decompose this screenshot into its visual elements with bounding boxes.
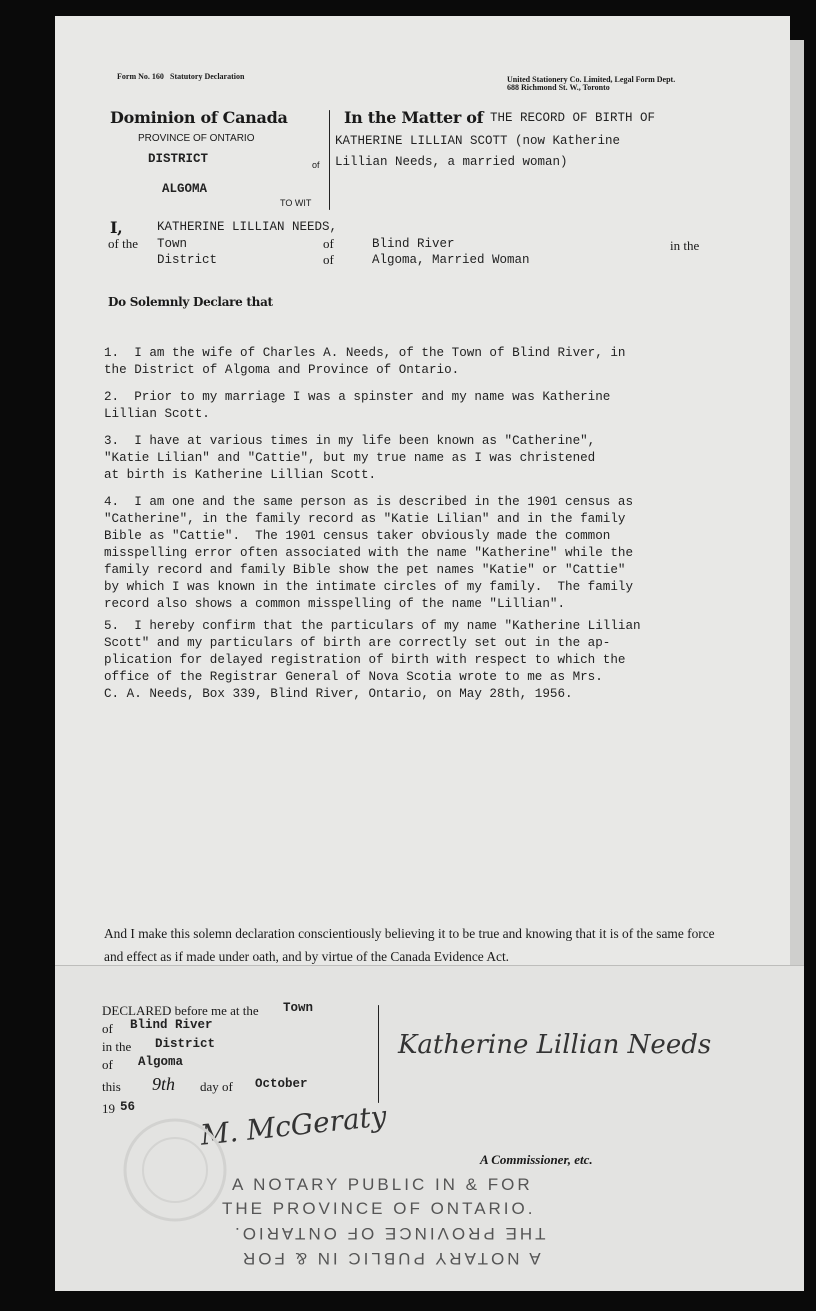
publisher-line1: United Stationery Co. Limited, Legal Form Dept. [507, 75, 676, 84]
of-the-label: of the [108, 236, 138, 251]
paragraph-5: 5. I hereby confirm that the particulars of my name "Katherine Lillian Scott" and my particulars of birth are correctly set out in the ap- plication for delayed registration of birth with respect to which the office of the Registrar General of Nova Scotia wrote to me as Mrs. C. A. Needs, Box 339, Blind River, Ontario, on May 28th, 1956. [104, 619, 641, 701]
declare-heading: Do Solemnly Declare that [108, 295, 273, 309]
jurat-place-type: Town [283, 1001, 314, 1015]
of-label: of [102, 1057, 113, 1072]
notary-stamp-inverted: A NOTARY PUBLIC IN & FOR [240, 1249, 541, 1268]
district-name: ALGOMA [162, 182, 208, 196]
paragraph-2: 2. Prior to my marriage I was a spinster and my name was Katherine Lillian Scott. [104, 390, 611, 421]
jurat-day: 9th [152, 1074, 176, 1094]
closing-statement: And I make this solemn declaration conscientiously believing it to be true and knowing that it is of the same force and effect as if made under oath, and by virtue of the Canada Evidence Act. [104, 926, 715, 964]
page-edge [790, 40, 804, 1005]
in-the-label: in the [670, 238, 700, 253]
paragraph-3: 3. I have at various times in my life been known as "Catherine", "Katie Lilian" and "Cattie", but my true name as I was christened at birth is Katherine Lillian Scott. [104, 434, 596, 482]
notary-stamp-line1: A NOTARY PUBLIC IN & FOR [232, 1175, 533, 1194]
declarant-signature: Katherine Lillian Needs [398, 1030, 712, 1060]
commissioner-signature: M. McGeraty [198, 1099, 389, 1152]
of-label: of [323, 236, 334, 251]
jurat-region-type: District [155, 1037, 216, 1051]
jurat-place: Blind River [130, 1018, 213, 1032]
of-label: of [323, 252, 334, 267]
this-label: this [102, 1079, 121, 1094]
form-number: Form No. 160 [117, 72, 164, 81]
notary-stamp-line2: THE PROVINCE OF ONTARIO. [222, 1199, 536, 1218]
paragraph-1: 1. I am the wife of Charles A. Needs, of the Town of Blind River, in the District of Algoma and Province of Ontario. [104, 346, 626, 377]
to-wit: TO WIT [280, 198, 312, 208]
paragraph-4: 4. I am one and the same person as is described in the 1901 census as "Catherine", in the family record as "Katie Lilian" and in the family Bible as "Cattie". The 1901 census taker obviously made the common misspelling error often associated with the name "Katherine" while the family record and family Bible show the pet names "Katie" or "Cattie" by which I was known in the intimate circles of my family. The family record also shows a common misspelling of the name "Lillian". [104, 495, 634, 611]
region-type: District [157, 253, 218, 267]
matter-label: In the Matter of [344, 108, 484, 127]
matter-line: KATHERINE LILLIAN SCOTT (now Katherine [335, 134, 621, 148]
caption-bracket [329, 110, 330, 210]
declarant-name: KATHERINE LILLIAN NEEDS, [157, 220, 338, 234]
jurat-month: October [255, 1077, 308, 1091]
place-type: Town [157, 237, 188, 251]
declarant-i: I, [110, 218, 123, 237]
matter-line: Lillian Needs, a married woman) [335, 155, 568, 169]
of-label: of [102, 1021, 113, 1036]
notary-stamp-inverted: THE PROVINCE OF ONTARIO. [232, 1224, 546, 1243]
jurat-year: 56 [120, 1100, 136, 1114]
form-type: Statutory Declaration [170, 72, 245, 81]
day-of-label: day of [200, 1079, 233, 1094]
commissioner-label: A Commissioner, etc. [480, 1152, 593, 1167]
in-the-label: in the [102, 1039, 132, 1054]
publisher-line2: 688 Richmond St. W., Toronto [507, 83, 610, 92]
province: PROVINCE OF ONTARIO [138, 133, 255, 144]
notary-seal-icon [120, 1115, 230, 1225]
place: Blind River [372, 237, 455, 251]
dominion-heading: Dominion of Canada [110, 108, 288, 127]
jurat-bracket [378, 1005, 379, 1103]
of-label: of [312, 160, 320, 170]
matter-line: THE RECORD OF BIRTH OF [490, 111, 656, 125]
jurat-region: Algoma [138, 1055, 184, 1069]
year-prefix: 19 [102, 1101, 115, 1116]
declared-label: DECLARED before me at the [102, 1003, 259, 1018]
region: Algoma, Married Woman [372, 253, 530, 267]
district-label: DISTRICT [148, 152, 209, 166]
